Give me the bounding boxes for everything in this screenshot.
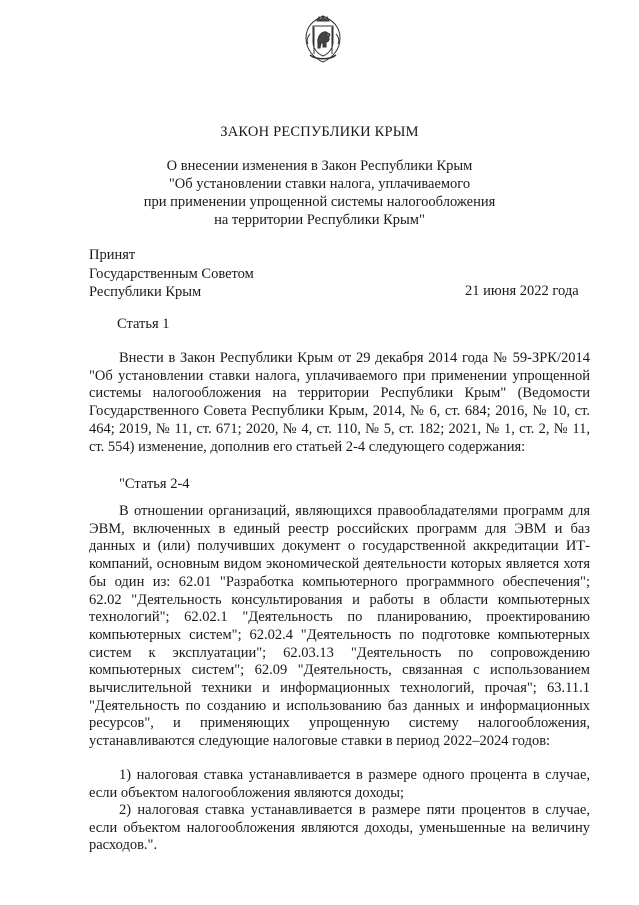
subtitle-line: на территории Республики Крым" bbox=[214, 212, 425, 228]
paragraph-text: В отношении организаций, являющихся правообладателями программ для ЭВМ, включенных в единый реестр российских программ для ЭВМ и баз данных и (или) получивших документ о государственной аккредитации ИТ-компаний, основным видом экономической деятельности которых является хотя бы один из: 62.01 "Разработка компьютерного программного обеспечения"; 62.02 "Деятельность консультирования и работы в области компьютерных технологий"; 62.02.1 "Деятельность по планированию, проектированию компьютерных систем"; 62.02.4 "Деятельность по подготовке компьютерных систем к эксплуатации"; 62.03.13 "Деятельность по сопровождению компьютерных систем"; 62.09 "Деятельность, связанная с использованием вычислительной техники и информационных технологий, прочая"; 63.11.1 "Деятельность по созданию и использованию баз данных и информационных ресурсов", и применяющих упрощенную систему налогообложения, устанавливаются следующие налоговые ставки в период 2022–2024 годов: bbox=[89, 503, 590, 750]
article-heading: Статья 1 bbox=[117, 316, 170, 332]
adoption-date: 21 июня 2022 года bbox=[465, 283, 579, 299]
new-article-paragraph bbox=[89, 503, 590, 751]
document-subtitle bbox=[0, 157, 639, 229]
new-article-heading: "Статья 2-4 bbox=[119, 476, 190, 492]
article-paragraph bbox=[89, 350, 590, 456]
coat-of-arms-icon bbox=[302, 14, 344, 64]
list-item-text: 1) налоговая ставка устанавливается в размере одного процента в случае, если объектом налогообложения являются доходы; bbox=[89, 767, 590, 801]
adoption-line: Республики Крым bbox=[89, 284, 202, 300]
subtitle-line: О внесении изменения в Закон Республики Крым bbox=[166, 158, 473, 174]
list-item bbox=[89, 767, 590, 802]
list-item bbox=[89, 802, 590, 855]
document-title: ЗАКОН РЕСПУБЛИКИ КРЫМ bbox=[220, 124, 419, 140]
list-item-text: 2) налоговая ставка устанавливается в размере пяти процентов в случае, если объектом налогообложения являются доходы, уменьшенные на величину расходов.". bbox=[89, 802, 590, 854]
paragraph-text: Внести в Закон Республики Крым от 29 декабря 2014 года № 59-ЗРК/2014 "Об установлении ставки налога, уплачиваемого при применении упрощенной системы налогообложения на территории Республики Крым" (Ведомости Государственного Совета Республики Крым, 2014, № 6, ст. 684; 2016, № 10, ст. 464; 2019, № 11, ст. 671; 2020, № 4, ст. 110, № 5, ст. 182; 2021, № 1, ст. 2, № 11, ст. 554) изменение, дополнив его статьей 2-4 следующего содержания: bbox=[89, 350, 590, 455]
adoption-line: Государственным Советом bbox=[89, 265, 254, 282]
subtitle-line: при применении упрощенной системы налогообложения bbox=[143, 194, 496, 210]
adoption-block bbox=[89, 246, 254, 302]
subtitle-line: "Об установлении ставки налога, уплачиваемого bbox=[168, 176, 471, 192]
adoption-line: Принят bbox=[89, 247, 136, 263]
